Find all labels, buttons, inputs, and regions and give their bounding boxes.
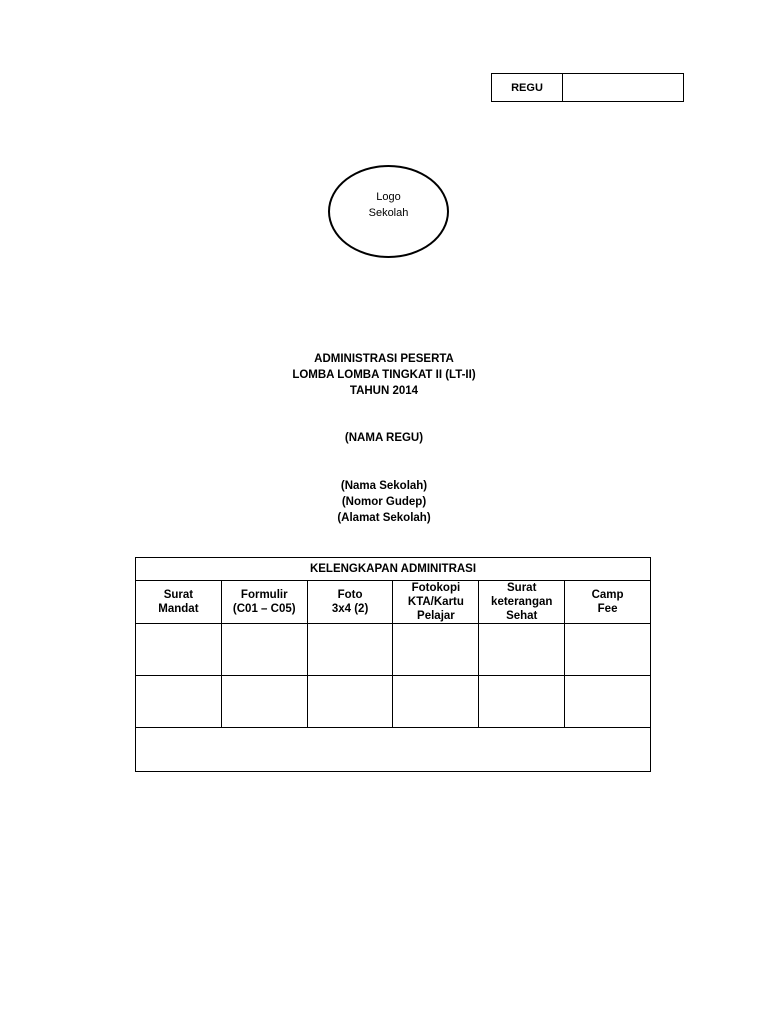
column-header-line: Surat [507, 582, 537, 594]
column-header-line: Mandat [158, 603, 199, 615]
regu-box [491, 73, 684, 102]
column-header-line: 3x4 (2) [331, 603, 369, 615]
table-cell [221, 624, 307, 676]
column-header-line: Foto [337, 589, 363, 601]
column-header-fotokopi-kta [393, 581, 479, 624]
table-cell [136, 624, 222, 676]
table-row [136, 624, 651, 676]
table-title: KELENGKAPAN ADMINITRASI [136, 558, 651, 581]
table-cell [136, 676, 222, 728]
column-header-line: Fotokopi [411, 582, 461, 594]
column-header-line: (C01 – C05) [232, 603, 296, 615]
logo-text-line2: Sekolah [368, 206, 409, 219]
column-header-foto [307, 581, 393, 624]
table-title-row [136, 558, 651, 581]
table-notes-cell [136, 728, 651, 772]
column-header-line: Pelajar [417, 610, 455, 622]
column-header-line: KTA/Kartu [407, 596, 464, 608]
table-cell [479, 676, 565, 728]
title-line3: TAHUN 2014 [349, 385, 419, 397]
column-header-formulir [221, 581, 307, 624]
column-header-line: Fee [597, 603, 618, 615]
column-header-surat-sehat [479, 581, 565, 624]
regu-value [563, 74, 683, 101]
school-name: (Nama Sekolah) [340, 480, 428, 492]
column-header-line: Formulir [240, 589, 288, 601]
table-cell [565, 624, 651, 676]
school-gudep: (Nomor Gudep) [341, 496, 427, 508]
column-header-line: Surat [163, 589, 194, 601]
table-header-row [136, 581, 651, 624]
column-header-line: Camp [591, 589, 624, 601]
table-cell [393, 676, 479, 728]
title-line1: ADMINISTRASI PESERTA [314, 353, 454, 365]
table-cell [307, 676, 393, 728]
logo-text-line1: Logo [376, 190, 401, 203]
table-cell [221, 676, 307, 728]
column-header-line: Sehat [506, 610, 538, 622]
team-name-block [0, 430, 768, 446]
column-header-surat-mandat [136, 581, 222, 624]
table-row [136, 676, 651, 728]
table-cell [307, 624, 393, 676]
column-header-line: keterangan [491, 596, 553, 608]
title-line2: LOMBA LOMBA TINGKAT II (LT-II) [292, 369, 476, 381]
school-info-block [0, 478, 768, 526]
column-header-camp-fee [565, 581, 651, 624]
table-cell [479, 624, 565, 676]
table-cell [565, 676, 651, 728]
team-name: (NAMA REGU) [344, 432, 424, 444]
document-title [0, 351, 768, 399]
administration-checklist-table [135, 557, 651, 772]
school-logo-placeholder [328, 165, 449, 258]
school-address: (Alamat Sekolah) [337, 512, 431, 524]
regu-label: REGU [492, 74, 563, 101]
table-footer-row [136, 728, 651, 772]
table-cell [393, 624, 479, 676]
